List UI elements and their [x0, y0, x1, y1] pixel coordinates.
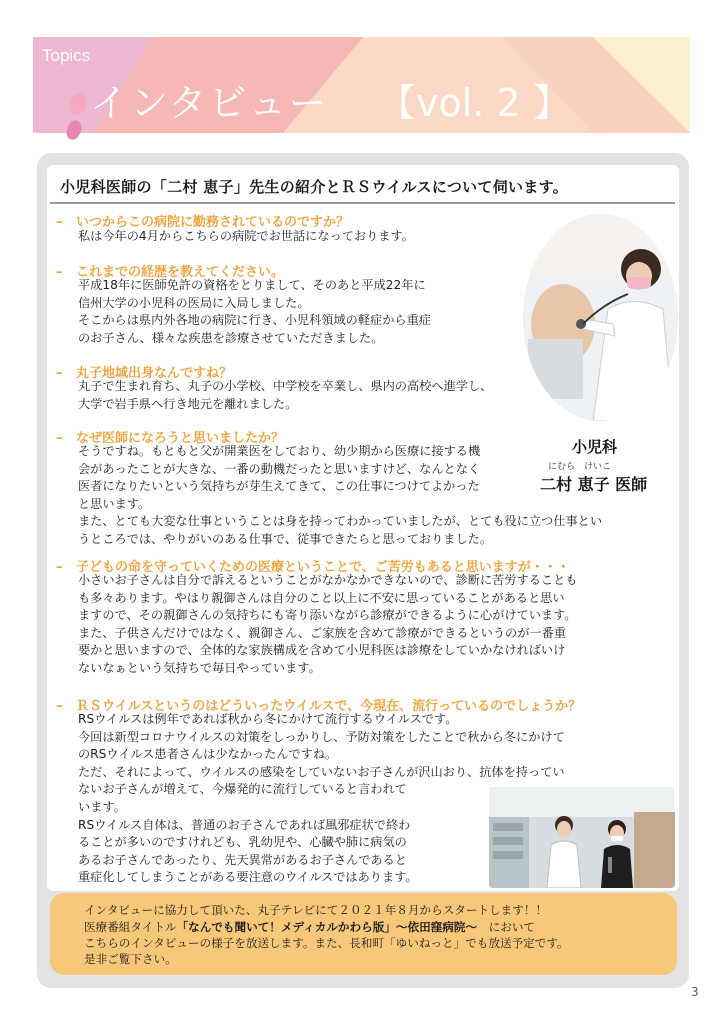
notice-line-4: 是非ご覧下さい。 — [84, 952, 177, 966]
question-4: – なぜ医師になろうと思いましたか？ — [56, 431, 285, 446]
question-1: – いつからこの病院に勤務されているのですか？ — [56, 215, 350, 230]
interview-photo — [489, 787, 675, 888]
page-title: インタビュー — [90, 81, 329, 125]
question-6: – ＲＳウイルスというのはどういったウイルスで、今現在、流行っているのでしょうか？ — [56, 699, 582, 714]
doctor-name: 二村 恵子 医師 — [540, 475, 648, 494]
answer-5: 小さいお子さんは自分で訴えるということがなかなかできないので、診断に苦労することも も多々あります。やはり親御さんは自分のこと以上に不安に思っていることがあると思い ますので、その親御さんの気持ちにも寄り添いながら診療ができるように心がけています。 また、子供さんだけではなく、親御さん、ご家族を含めて診療ができるというのが一番重 要かと思いますので、全体的な家族構成を含めて小児科医は診療をしていかなければいけ ないなぁという気持ちで毎日やっています。 — [78, 573, 578, 675]
notice-line-2: 医療番組タイトル「なんでも聞いて！メディカルかわら版」～依田窪病院～ において — [84, 920, 536, 934]
lead-heading: 小児科医師の「二村 恵子」先生の紹介とＲＳウイルスについて伺います。 — [60, 178, 569, 196]
page-number: 3 — [691, 985, 699, 999]
answer-2: 平成18年に医師免許の資格をとりまして、そのあと平成22年に 信州大学の小児科の医局に入局しました。 そこからは県内外各地の病院に行き、小児科領域の軽症から重症 のお子さん、様々な疾患を診療させていただきました。 — [78, 278, 431, 345]
volume-label: 【vol. 2 】 — [378, 81, 571, 125]
topics-label: Topics — [42, 46, 91, 65]
question-3: – 丸子地域出身なんですね？ — [56, 366, 233, 381]
doctor-name-ruby: にむら けいこ — [548, 462, 612, 472]
answer-3: 丸子で生まれ育ち、丸子の小学校、中学校を卒業し、県内の高校へ進学し、 大学で岩手県へ行き地元を離れました。 — [78, 379, 493, 411]
answer-6: RSウイルスは例年であれば秋から冬にかけて流行するウイルスです。 今回は新型コロナウイルスの対策をしっかりし、予防対策をしたことで秋から冬にかけて のRSウイルス患者さんは少なかったんですね。 ただ、それによって、ウイルスの感染をしていないお子さんが沢山おり、抗体を持ってい ないお子さんが増えて、今爆発的に流行していると言われて います。 RSウイルス自体は、普通のお子さんであれば風邪症状で終わ ることが多いのですけれども、乳幼児や、心臓や肺に病気の あるお子さんであったり、先天異常があるお子さんであると 重症化してしまうことがある要注意のウイルスではあります。 — [78, 712, 565, 885]
notice-line-1: インタビューに協力して頂いた、丸子テレビにて２０２１年８月からスタートします！！ — [84, 903, 548, 917]
lead-divider — [50, 202, 675, 204]
question-5: – 子どもの命を守っていくための医療ということで、ご苦労もあると思いますが・・・ — [56, 560, 570, 575]
doctor-photo — [523, 214, 678, 421]
petal-icon — [66, 92, 88, 142]
answer-4: そうですね。もともと父が開業医をしており、幼少期から医療に接する機 会があったことが大きな、一番の動機だったと思いますけど、なんとなく 医者になりたいという気持ちが芽生えてきて、この仕事につけてよかった と思います。 また、とても大変な仕事ということは身を持ってわかっていましたが、とても役に立つ仕事とい うところでは、やりがいのある仕事で、従事できたらと思っておりました。 — [78, 444, 603, 546]
doctor-department: 小児科 — [572, 438, 618, 456]
question-2: – これまでの経歴を教えてください。 — [56, 265, 285, 280]
answer-1: 私は今年の4月からこちらの病院でお世話になっております。 — [78, 229, 414, 243]
notice-line-3: こちらのインタビューの様子を放送します。また、長和町「ゆいねっと」でも放送予定です。 — [84, 936, 569, 950]
